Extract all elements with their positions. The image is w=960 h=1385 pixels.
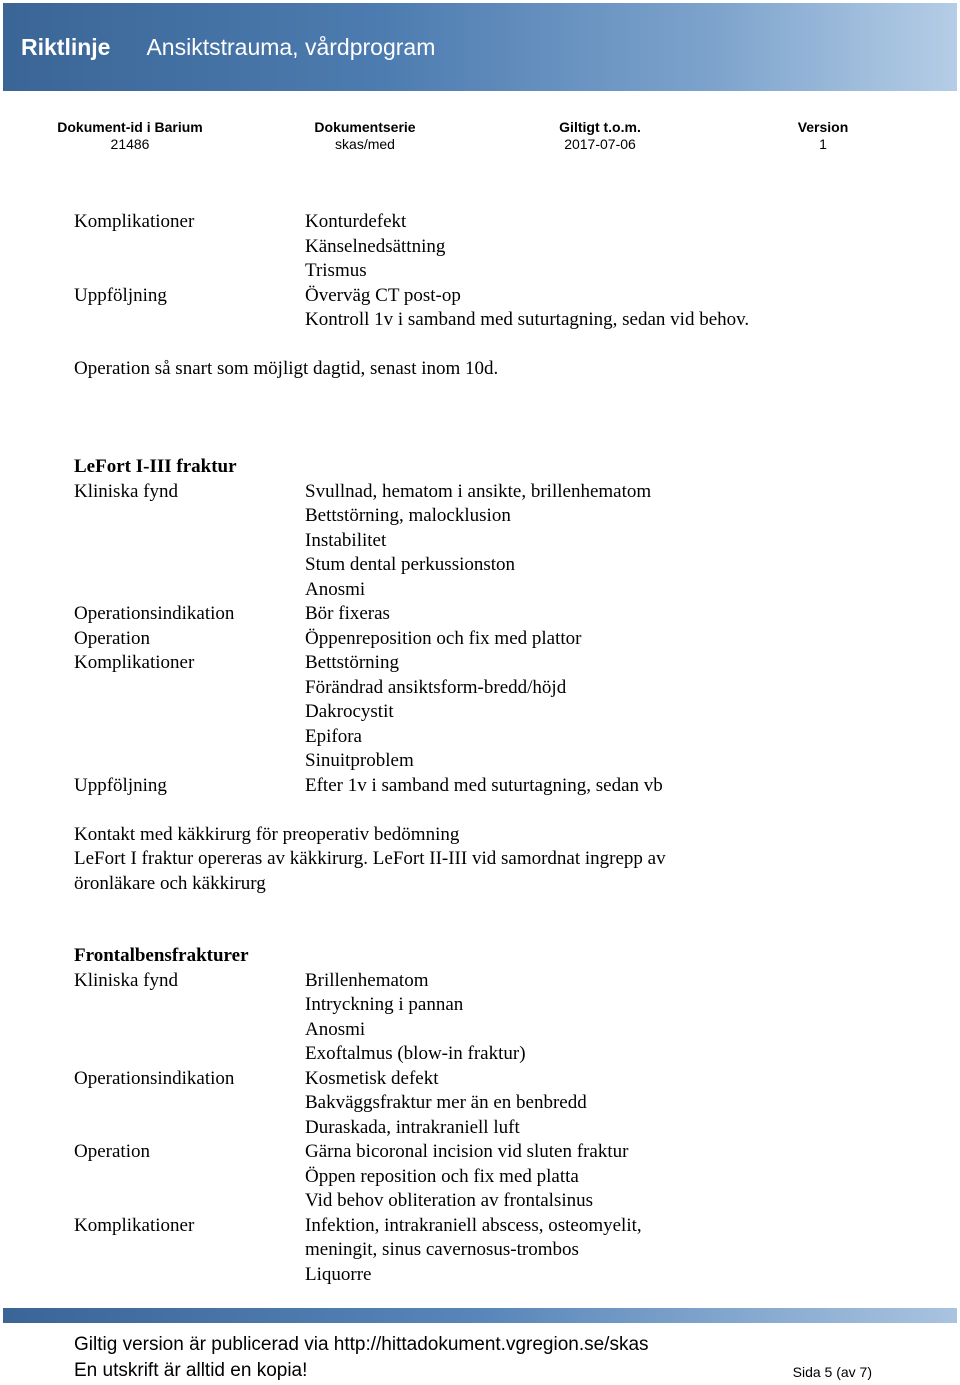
header-banner xyxy=(3,3,957,91)
section-values xyxy=(305,480,663,799)
value-line: Svullnad, hematom i ansikte, brillenhematom xyxy=(305,480,652,502)
series-label: Dokumentserie xyxy=(314,119,416,135)
value-line: Trismus xyxy=(305,260,367,281)
section-note: Operation så snart som möjligt dagtid, senast inom 10d. xyxy=(74,358,499,379)
doc-id-column xyxy=(55,119,205,153)
value-line: Förändrad ansiktsform-bredd/höjd xyxy=(305,676,567,698)
section-values xyxy=(305,210,749,333)
value-line: Öppen reposition och fix med platta xyxy=(305,1165,579,1187)
value-line: meningit, sinus cavernosus-trombos xyxy=(305,1239,579,1260)
footer-bar xyxy=(3,1308,957,1323)
value-line: Öppenreposition och fix med plattor xyxy=(305,627,582,649)
value-line: Sinuitproblem xyxy=(305,750,414,771)
operation-label: Operation xyxy=(74,1141,150,1162)
value-line: Bettstörning, malocklusion xyxy=(305,505,511,526)
valid-label: Giltigt t.o.m. xyxy=(559,119,641,135)
section-values xyxy=(305,969,642,1288)
note-line: öronläkare och käkkirurg xyxy=(74,872,266,894)
value-line: Dakrocystit xyxy=(305,701,394,722)
complications-label: Komplikationer xyxy=(74,652,195,673)
note-line: Kontakt med käkkirurg för preoperativ bedömning xyxy=(74,823,460,845)
value-line: Exoftalmus (blow-in fraktur) xyxy=(305,1043,526,1064)
value-line: Anosmi xyxy=(305,1018,366,1040)
indication-label: Operationsindikation xyxy=(74,603,235,624)
copy-notice: En utskrift är alltid en kopia! xyxy=(74,1360,308,1381)
series-column xyxy=(305,119,425,153)
value-line: Liquorre xyxy=(305,1263,372,1285)
value-line: Epifora xyxy=(305,725,362,747)
operation-label: Operation xyxy=(74,627,150,649)
value-line: Infektion, intrakraniell abscess, osteomyelit, xyxy=(305,1214,642,1236)
value-line: Efter 1v i samband med suturtagning, sedan vb xyxy=(305,774,663,796)
section-frontal xyxy=(74,944,894,1289)
version-label: Version xyxy=(797,119,849,135)
doc-id-label: Dokument-id i Barium xyxy=(57,119,203,135)
value-line: Känselnedsättning xyxy=(305,235,446,257)
value-line: Konturdefekt xyxy=(305,211,407,232)
indication-label: Operationsindikation xyxy=(74,1067,235,1089)
document-title: Ansiktstrauma, vårdprogram xyxy=(146,34,436,60)
complications-label: Komplikationer xyxy=(74,1214,195,1236)
published-notice: Giltig version är publicerad via http://hittadokument.vgregion.se/skas xyxy=(74,1334,649,1355)
valid-value: 2017-07-06 xyxy=(564,136,636,152)
value-line: Överväg CT post-op xyxy=(305,284,461,306)
version-value: 1 xyxy=(819,136,827,152)
note-line: LeFort I fraktur opereras av käkkirurg. LeFort II-III vid samordnat ingrepp av xyxy=(74,848,666,869)
series-value: skas/med xyxy=(335,136,395,152)
section-heading: Frontalbensfrakturer xyxy=(74,945,249,966)
value-line: Stum dental perkussionston xyxy=(305,554,516,575)
value-line: Instabilitet xyxy=(305,529,387,551)
value-line: Kontroll 1v i samband med suturtagning, sedan vid behov. xyxy=(305,309,750,330)
findings-label: Kliniska fynd xyxy=(74,969,178,991)
section-notes xyxy=(74,823,666,897)
findings-label: Kliniska fynd xyxy=(74,480,178,502)
document-type: Riktlinje xyxy=(21,34,111,60)
version-column xyxy=(780,119,866,153)
value-line: Vid behov obliteration av frontalsinus xyxy=(305,1190,594,1211)
valid-column xyxy=(545,119,655,153)
followup-label: Uppföljning xyxy=(74,774,167,796)
value-line: Gärna bicoronal incision vid sluten fraktur xyxy=(305,1141,629,1162)
complications-label: Komplikationer xyxy=(74,211,195,232)
doc-id-value: 21486 xyxy=(110,136,150,152)
value-line: Bakväggsfraktur mer än en benbredd xyxy=(305,1092,587,1113)
page-number: Sida 5 (av 7) xyxy=(792,1364,872,1380)
section-continued xyxy=(74,210,894,390)
value-line: Anosmi xyxy=(305,578,366,600)
value-line: Duraskada, intrakraniell luft xyxy=(305,1116,520,1138)
value-line: Bör fixeras xyxy=(305,603,390,624)
section-heading: LeFort I-III fraktur xyxy=(74,456,237,477)
value-line: Bettstörning xyxy=(305,652,399,673)
value-line: Brillenhematom xyxy=(305,969,429,991)
value-line: Kosmetisk defekt xyxy=(305,1067,439,1089)
section-lefort xyxy=(74,455,894,905)
followup-label: Uppföljning xyxy=(74,284,167,306)
value-line: Intryckning i pannan xyxy=(305,994,464,1015)
